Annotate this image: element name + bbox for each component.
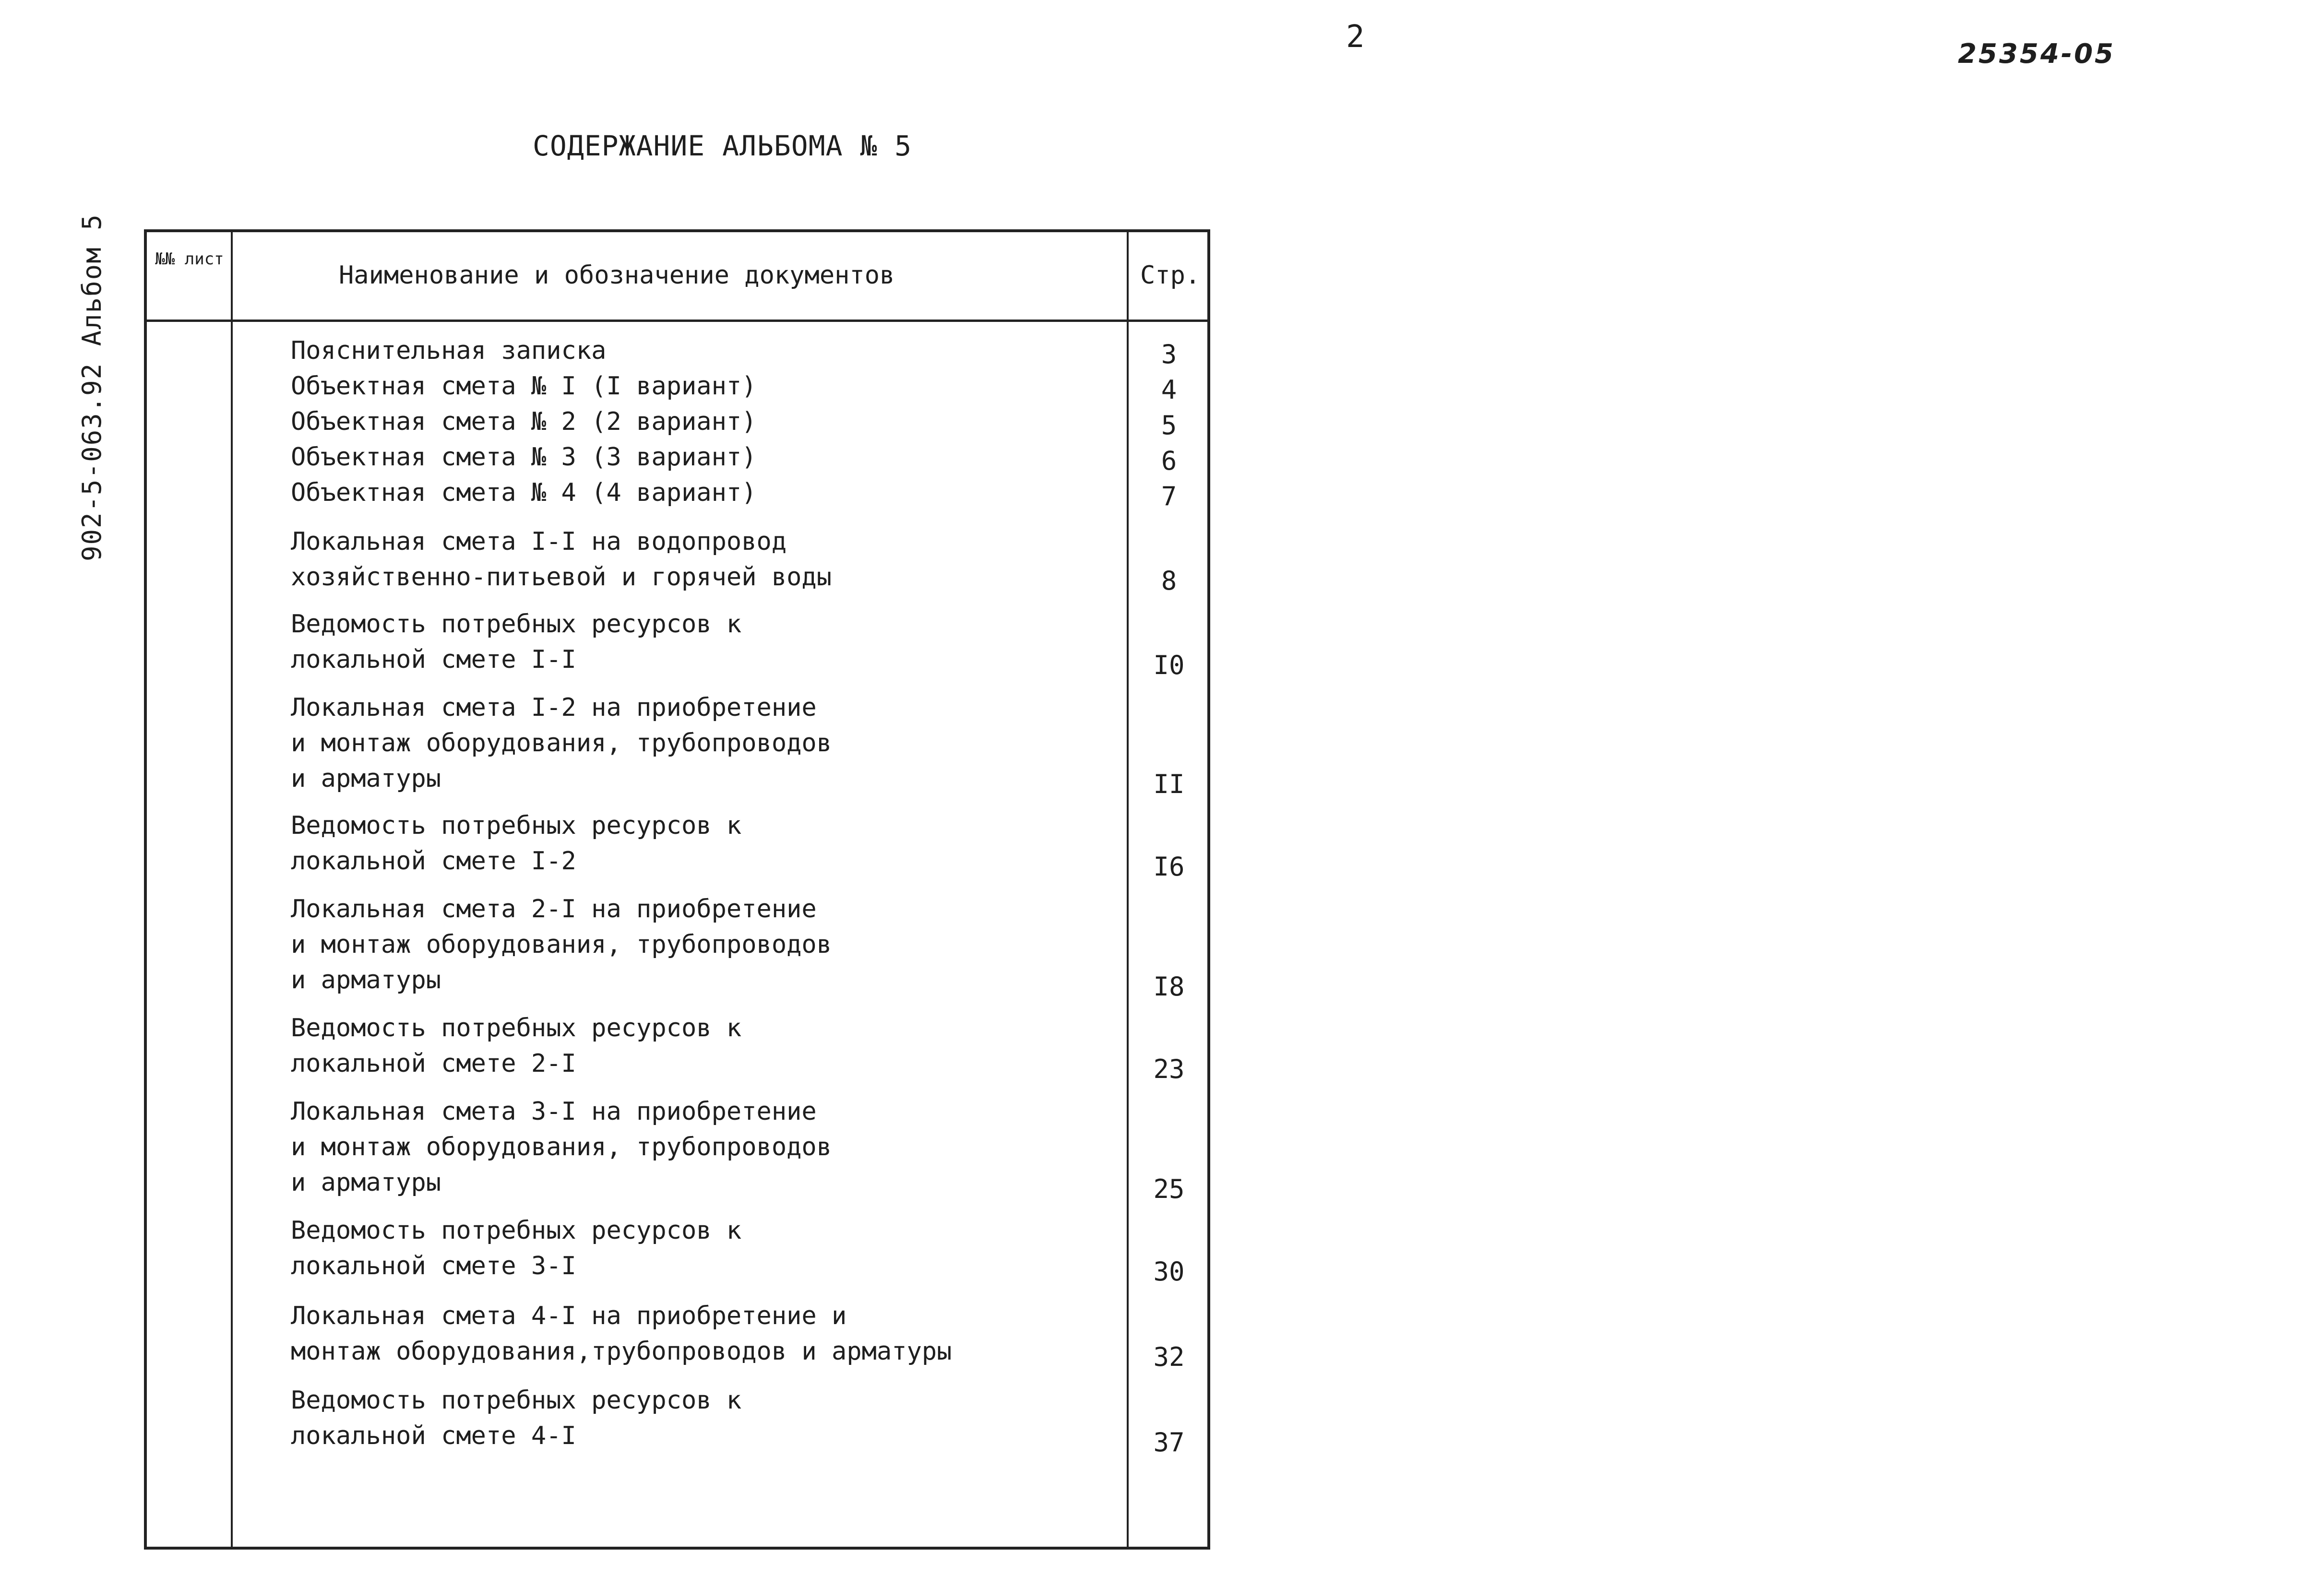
entry-page: 23 [1153, 1054, 1185, 1084]
header-document-name: Наименование и обозначение документов [339, 261, 895, 290]
entry-page: I0 [1153, 650, 1185, 680]
entry-page: 4 [1161, 375, 1177, 405]
page-number: 2 [1346, 19, 1365, 55]
entry-name: Локальная смета I-2 на приобретение и монтаж оборудования, трубопроводов и арматуры [291, 693, 832, 793]
entry-name: Объектная смета № I (I вариант) [291, 372, 757, 401]
entry-page: 5 [1161, 410, 1177, 440]
entry-name: Ведомость потребных ресурсов к локальной смете 2-I [291, 1014, 742, 1078]
entry-name: Локальная смета 4-I на приобретение и монтаж оборудования,трубопроводов и арматуры [291, 1302, 952, 1366]
entry-name: Ведомость потребных ресурсов к локальной смете I-2 [291, 811, 742, 876]
entry-name: Ведомость потребных ресурсов к локальной смете I-I [291, 610, 742, 674]
entry-page: 32 [1153, 1342, 1185, 1372]
entry-name: Локальная смета 3-I на приобретение и монтаж оборудования, трубопроводов и арматуры [291, 1097, 832, 1197]
entry-page: 37 [1153, 1427, 1185, 1457]
document-code: 25354-05 [1958, 38, 2115, 70]
entry-page: I8 [1153, 971, 1185, 1002]
entry-page: 7 [1161, 481, 1177, 511]
entry-page: 30 [1153, 1256, 1185, 1287]
entry-name: Локальная смета 2-I на приобретение и монтаж оборудования, трубопроводов и арматуры [291, 895, 832, 995]
entry-page: 3 [1161, 339, 1177, 369]
entry-name: Пояснительная записка [291, 336, 607, 365]
header-sheet-number: №№ лист [155, 249, 224, 269]
entry-name: Объектная смета № 3 (3 вариант) [291, 443, 757, 472]
entry-name: Ведомость потребных ресурсов к локальной смете 3-I [291, 1216, 742, 1280]
entry-name: Локальная смета I-I на водопровод хозяйственно-питьевой и горячей воды [291, 527, 832, 592]
side-label-text: 902-5-063.92 Альбом 5 [77, 213, 107, 561]
contents-table [144, 229, 1210, 1550]
page-title: СОДЕРЖАНИЕ АЛЬБОМА № 5 [533, 130, 912, 162]
column-divider [231, 232, 233, 1547]
entry-page: 6 [1161, 446, 1177, 476]
entry-page: 25 [1153, 1174, 1185, 1204]
entry-page: II [1153, 769, 1185, 799]
header-divider [147, 320, 1207, 322]
column-divider [1127, 232, 1129, 1547]
header-page: Стр. [1140, 261, 1201, 290]
entry-page: I6 [1153, 852, 1185, 882]
entry-page: 8 [1161, 566, 1177, 596]
entry-name: Объектная смета № 2 (2 вариант) [291, 407, 757, 436]
entry-name: Ведомость потребных ресурсов к локальной смете 4-I [291, 1386, 742, 1450]
entry-name: Объектная смета № 4 (4 вариант) [291, 478, 757, 507]
